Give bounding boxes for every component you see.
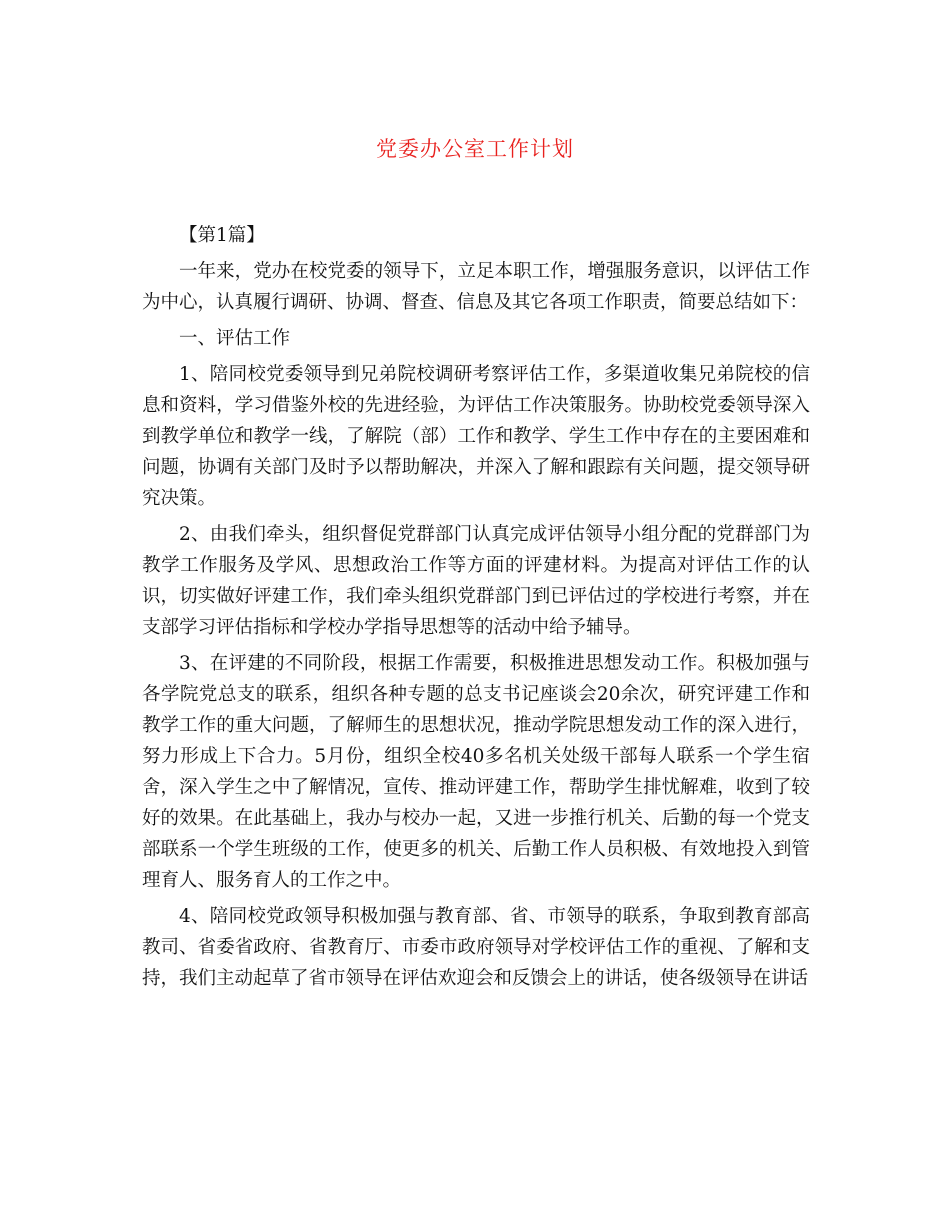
paragraph-intro: 一年来，党办在校党委的领导下，立足本职工作，增强服务意识，以评估工作为中心，认真履行调研、协调、督查、信息及其它各项工作职责，简要总结如下：: [142, 261, 810, 313]
section-label: 【第1篇】: [179, 225, 265, 246]
document-title: 党委办公室工作计划: [376, 137, 574, 161]
section-heading-evaluation: 一、评估工作: [179, 328, 291, 349]
paragraph-item-4: 4、陪同校党政领导积极加强与教育部、省、市领导的联系，争取到教育部高教司、省委省政府、省教育厅、市委市政府领导对学校评估工作的重视、了解和支持，我们主动起草了省市领导在评估欢迎会和反馈会上的讲话，使各级领导在讲话: [142, 906, 810, 989]
document-body: [142, 220, 810, 994]
paragraph-item-1: 1、陪同校党委领导到兄弟院校调研考察评估工作，多渠道收集兄弟院校的信息和资料，学习借鉴外校的先进经验，为评估工作决策服务。协助校党委领导深入到教学单位和教学一线，了解院（部）工作和教学、学生工作中存在的主要困难和问题，协调有关部门及时予以帮助解决，并深入了解和跟踪有关问题，提交领导研究决策。: [142, 364, 810, 509]
paragraph-item-3: 3、在评建的不同阶段，根据工作需要，积极推进思想发动工作。积极加强与各学院党总支的联系，组织各种专题的总支书记座谈会20余次，研究评建工作和教学工作的重大问题，了解师生的思想状况，推动学院思想发动工作的深入进行，努力形成上下合力。5月份，组织全校40多名机关处级干部每人联系一个学生宿舍，深入学生之中了解情况，宣传、推动评建工作，帮助学生排忧解难，收到了较好的效果。在此基础上，我办与校办一起，又进一步推行机关、后勤的每一个党支部联系一个学生班级的工作，使更多的机关、后勤工作人员积极、有效地投入到管理育人、服务育人的工作之中。: [142, 653, 810, 891]
paragraph-item-2: 2、由我们牵头，组织督促党群部门认真完成评估领导小组分配的党群部门为教学工作服务及学风、思想政治工作等方面的评建材料。为提高对评估工作的认识，切实做好评建工作，我们牵头组织党群部门到已评估过的学校进行考察，并在支部学习评估指标和学校办学指导思想等的活动中给予辅导。: [142, 524, 810, 638]
